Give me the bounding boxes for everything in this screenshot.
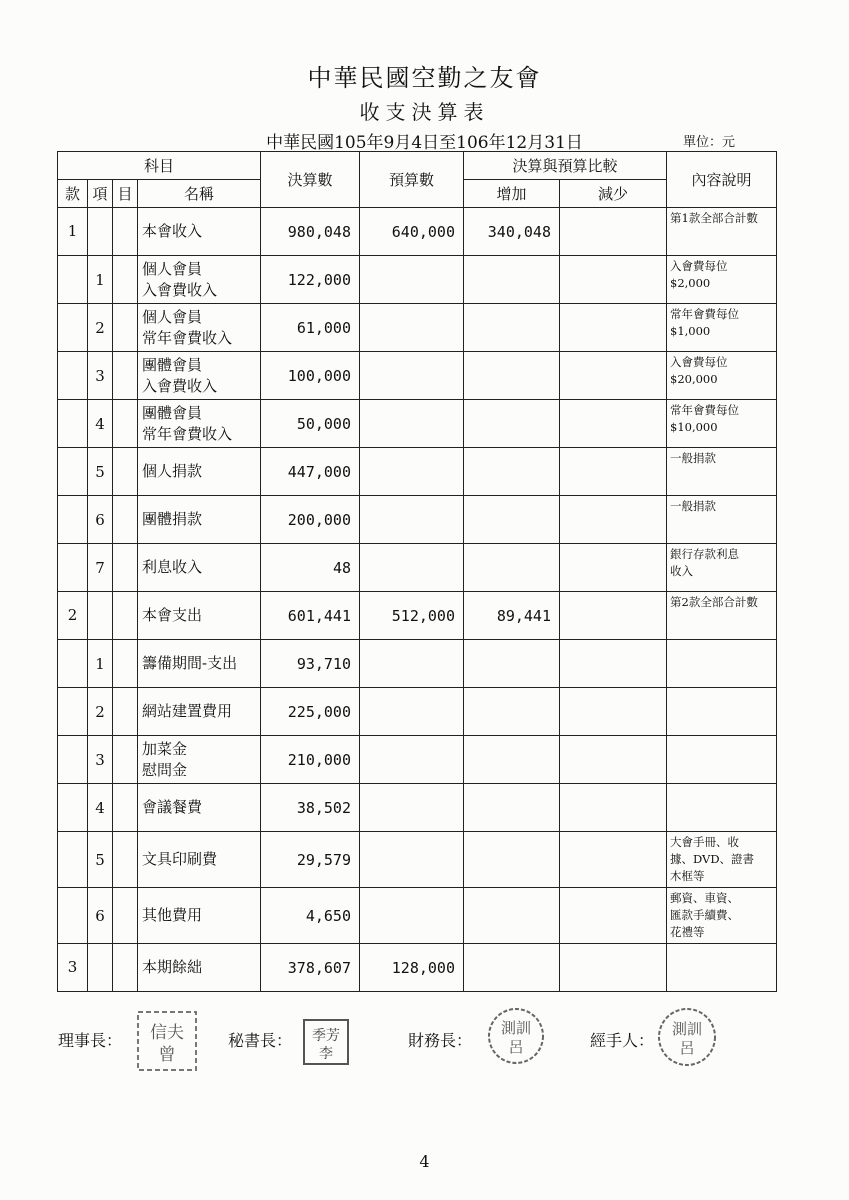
treasurer-label: 財務長：: [408, 1031, 473, 1050]
table-row: [58, 256, 777, 304]
report-title: 收支決算表: [359, 100, 490, 124]
table-row: [58, 544, 777, 592]
header-compare: 決算與預算比較: [464, 152, 667, 180]
cell-kuan: [58, 496, 88, 544]
cell-xiang: 4: [88, 400, 113, 448]
cell-budget: [360, 448, 464, 496]
cell-mu: [113, 944, 138, 992]
header-budget: 預算數: [360, 152, 464, 208]
cell-xiang: 5: [88, 832, 113, 888]
cell-budget: [360, 256, 464, 304]
cell-actual: 225,000: [261, 688, 360, 736]
svg-text:測訓: 測訓: [500, 1019, 532, 1037]
cell-note: [667, 736, 777, 784]
cell-note: [667, 944, 777, 992]
secretary-label: 秘書長：: [228, 1031, 293, 1050]
cell-increase: [464, 944, 560, 992]
cell-increase: [464, 256, 560, 304]
cell-kuan: [58, 400, 88, 448]
cell-increase: [464, 304, 560, 352]
cell-increase: [464, 688, 560, 736]
cell-mu: [113, 208, 138, 256]
cell-actual: 50,000: [261, 400, 360, 448]
cell-budget: [360, 544, 464, 592]
table-row: [58, 592, 777, 640]
svg-text:季芳: 季芳: [312, 1028, 340, 1044]
cell-actual: 122,000: [261, 256, 360, 304]
cell-increase: 340,048: [464, 208, 560, 256]
table-row: [58, 448, 777, 496]
cell-increase: [464, 640, 560, 688]
cell-budget: [360, 688, 464, 736]
table-row: [58, 304, 777, 352]
header-increase: 增加: [464, 180, 560, 208]
cell-name: 本會收入: [138, 208, 261, 256]
cell-xiang: [88, 944, 113, 992]
cell-note: 一般捐款: [667, 448, 777, 496]
table-row: [58, 640, 777, 688]
cell-budget: [360, 352, 464, 400]
cell-note: 銀行存款利息 收入: [667, 544, 777, 592]
cell-mu: [113, 304, 138, 352]
cell-decrease: [560, 640, 667, 688]
table-row: [58, 832, 777, 888]
cell-actual: 601,441: [261, 592, 360, 640]
cell-actual: 93,710: [261, 640, 360, 688]
cell-budget: [360, 640, 464, 688]
cell-decrease: [560, 784, 667, 832]
cell-name: 籌備期間-支出: [138, 640, 261, 688]
cell-kuan: [58, 688, 88, 736]
cell-increase: 89,441: [464, 592, 560, 640]
cell-increase: [464, 784, 560, 832]
cell-increase: [464, 544, 560, 592]
table-row: [58, 736, 777, 784]
org-title: 中華民國空勤之友會: [307, 64, 542, 92]
unit-label: 單位：元: [683, 135, 736, 150]
cell-note: [667, 640, 777, 688]
cell-actual: 4,650: [261, 888, 360, 944]
cell-kuan: [58, 640, 88, 688]
cell-decrease: [560, 544, 667, 592]
cell-kuan: [58, 448, 88, 496]
cell-name: 個人會員 常年會費收入: [138, 304, 261, 352]
cell-xiang: 2: [88, 688, 113, 736]
cell-budget: [360, 496, 464, 544]
cell-mu: [113, 888, 138, 944]
cell-increase: [464, 448, 560, 496]
cell-mu: [113, 256, 138, 304]
cell-xiang: 1: [88, 640, 113, 688]
cell-name: 團體會員 常年會費收入: [138, 400, 261, 448]
cell-actual: 61,000: [261, 304, 360, 352]
cell-mu: [113, 400, 138, 448]
cell-decrease: [560, 832, 667, 888]
cell-name: 本期餘絀: [138, 944, 261, 992]
cell-note: [667, 688, 777, 736]
cell-name: 其他費用: [138, 888, 261, 944]
cell-decrease: [560, 592, 667, 640]
cell-kuan: [58, 888, 88, 944]
cell-actual: 378,607: [261, 944, 360, 992]
cell-xiang: [88, 208, 113, 256]
cell-name: 文具印刷費: [138, 832, 261, 888]
table-row: [58, 784, 777, 832]
handler-seal: [656, 1006, 718, 1072]
cell-name: 加菜金 慰問金: [138, 736, 261, 784]
cell-actual: 48: [261, 544, 360, 592]
cell-xiang: 2: [88, 304, 113, 352]
header-decrease: 減少: [560, 180, 667, 208]
cell-kuan: [58, 784, 88, 832]
header-mu: 目: [113, 180, 138, 208]
cell-xiang: 6: [88, 888, 113, 944]
cell-note: 第2款全部合計數: [667, 592, 777, 640]
cell-note: 常年會費每位 $1,000: [667, 304, 777, 352]
cell-name: 團體捐款: [138, 496, 261, 544]
cell-note: 一般捐款: [667, 496, 777, 544]
table-row: [58, 496, 777, 544]
table-row: [58, 688, 777, 736]
secretary-seal: [302, 1018, 350, 1070]
page-number: 4: [419, 1152, 430, 1171]
cell-note: [667, 784, 777, 832]
cell-decrease: [560, 736, 667, 784]
cell-xiang: [88, 592, 113, 640]
cell-kuan: 2: [58, 592, 88, 640]
cell-kuan: [58, 736, 88, 784]
cell-actual: 980,048: [261, 208, 360, 256]
cell-budget: [360, 304, 464, 352]
cell-decrease: [560, 944, 667, 992]
cell-xiang: 6: [88, 496, 113, 544]
cell-name: 會議餐費: [138, 784, 261, 832]
cell-increase: [464, 496, 560, 544]
cell-xiang: 7: [88, 544, 113, 592]
cell-note: 常年會費每位 $10,000: [667, 400, 777, 448]
cell-mu: [113, 832, 138, 888]
table-row: [58, 944, 777, 992]
cell-name: 團體會員 入會費收入: [138, 352, 261, 400]
cell-decrease: [560, 256, 667, 304]
cell-increase: [464, 400, 560, 448]
table-body: [58, 208, 777, 992]
table-row: [58, 208, 777, 256]
cell-decrease: [560, 400, 667, 448]
cell-note: 入會費每位 $2,000: [667, 256, 777, 304]
cell-mu: [113, 688, 138, 736]
svg-text:信夫: 信夫: [150, 1023, 184, 1043]
cell-mu: [113, 784, 138, 832]
cell-note: 大會手冊、收 據、DVD、證書 木框等: [667, 832, 777, 888]
svg-text:呂: 呂: [679, 1039, 695, 1057]
table-row: [58, 352, 777, 400]
svg-text:李: 李: [319, 1046, 333, 1062]
table-row: [58, 400, 777, 448]
cell-kuan: [58, 544, 88, 592]
cell-note: 第1款全部合計數: [667, 208, 777, 256]
cell-name: 本會支出: [138, 592, 261, 640]
handler-label: 經手人：: [590, 1031, 655, 1050]
cell-xiang: 5: [88, 448, 113, 496]
cell-mu: [113, 640, 138, 688]
cell-mu: [113, 448, 138, 496]
chairman-label: 理事長：: [58, 1031, 123, 1050]
cell-decrease: [560, 208, 667, 256]
cell-decrease: [560, 688, 667, 736]
header-notes: 內容說明: [667, 152, 777, 208]
cell-budget: 128,000: [360, 944, 464, 992]
cell-name: 利息收入: [138, 544, 261, 592]
cell-actual: 29,579: [261, 832, 360, 888]
cell-actual: 200,000: [261, 496, 360, 544]
cell-kuan: [58, 256, 88, 304]
cell-xiang: 3: [88, 736, 113, 784]
cell-kuan: 3: [58, 944, 88, 992]
cell-actual: 38,502: [261, 784, 360, 832]
cell-increase: [464, 736, 560, 784]
cell-budget: [360, 784, 464, 832]
cell-increase: [464, 888, 560, 944]
cell-kuan: [58, 352, 88, 400]
cell-mu: [113, 736, 138, 784]
cell-budget: [360, 736, 464, 784]
header-actual: 決算數: [261, 152, 360, 208]
cell-mu: [113, 592, 138, 640]
cell-name: 個人會員 入會費收入: [138, 256, 261, 304]
cell-xiang: 1: [88, 256, 113, 304]
cell-decrease: [560, 352, 667, 400]
budget-table: [57, 151, 777, 992]
cell-actual: 100,000: [261, 352, 360, 400]
cell-budget: [360, 400, 464, 448]
cell-increase: [464, 352, 560, 400]
cell-xiang: 3: [88, 352, 113, 400]
header-subject: 科目: [58, 152, 261, 180]
cell-actual: 447,000: [261, 448, 360, 496]
cell-xiang: 4: [88, 784, 113, 832]
cell-kuan: [58, 832, 88, 888]
table-row: [58, 888, 777, 944]
header-xiang: 項: [88, 180, 113, 208]
cell-name: 網站建置費用: [138, 688, 261, 736]
report-period: 中華民國105年9月4日至106年12月31日: [266, 133, 583, 153]
cell-actual: 210,000: [261, 736, 360, 784]
treasurer-seal: [486, 1006, 546, 1070]
cell-budget: [360, 832, 464, 888]
cell-kuan: 1: [58, 208, 88, 256]
svg-text:測訓: 測訓: [671, 1020, 703, 1038]
cell-decrease: [560, 888, 667, 944]
cell-note: 郵資、車資、 匯款手續費、 花禮等: [667, 888, 777, 944]
cell-decrease: [560, 496, 667, 544]
cell-mu: [113, 496, 138, 544]
header-name: 名稱: [138, 180, 261, 208]
svg-text:曾: 曾: [158, 1045, 176, 1065]
cell-increase: [464, 832, 560, 888]
header-kuan: 款: [58, 180, 88, 208]
cell-budget: 512,000: [360, 592, 464, 640]
cell-budget: 640,000: [360, 208, 464, 256]
cell-decrease: [560, 304, 667, 352]
chairman-seal: [136, 1010, 198, 1076]
cell-decrease: [560, 448, 667, 496]
cell-note: 入會費每位 $20,000: [667, 352, 777, 400]
cell-kuan: [58, 304, 88, 352]
cell-mu: [113, 352, 138, 400]
cell-name: 個人捐款: [138, 448, 261, 496]
cell-budget: [360, 888, 464, 944]
cell-mu: [113, 544, 138, 592]
svg-text:呂: 呂: [508, 1038, 524, 1056]
